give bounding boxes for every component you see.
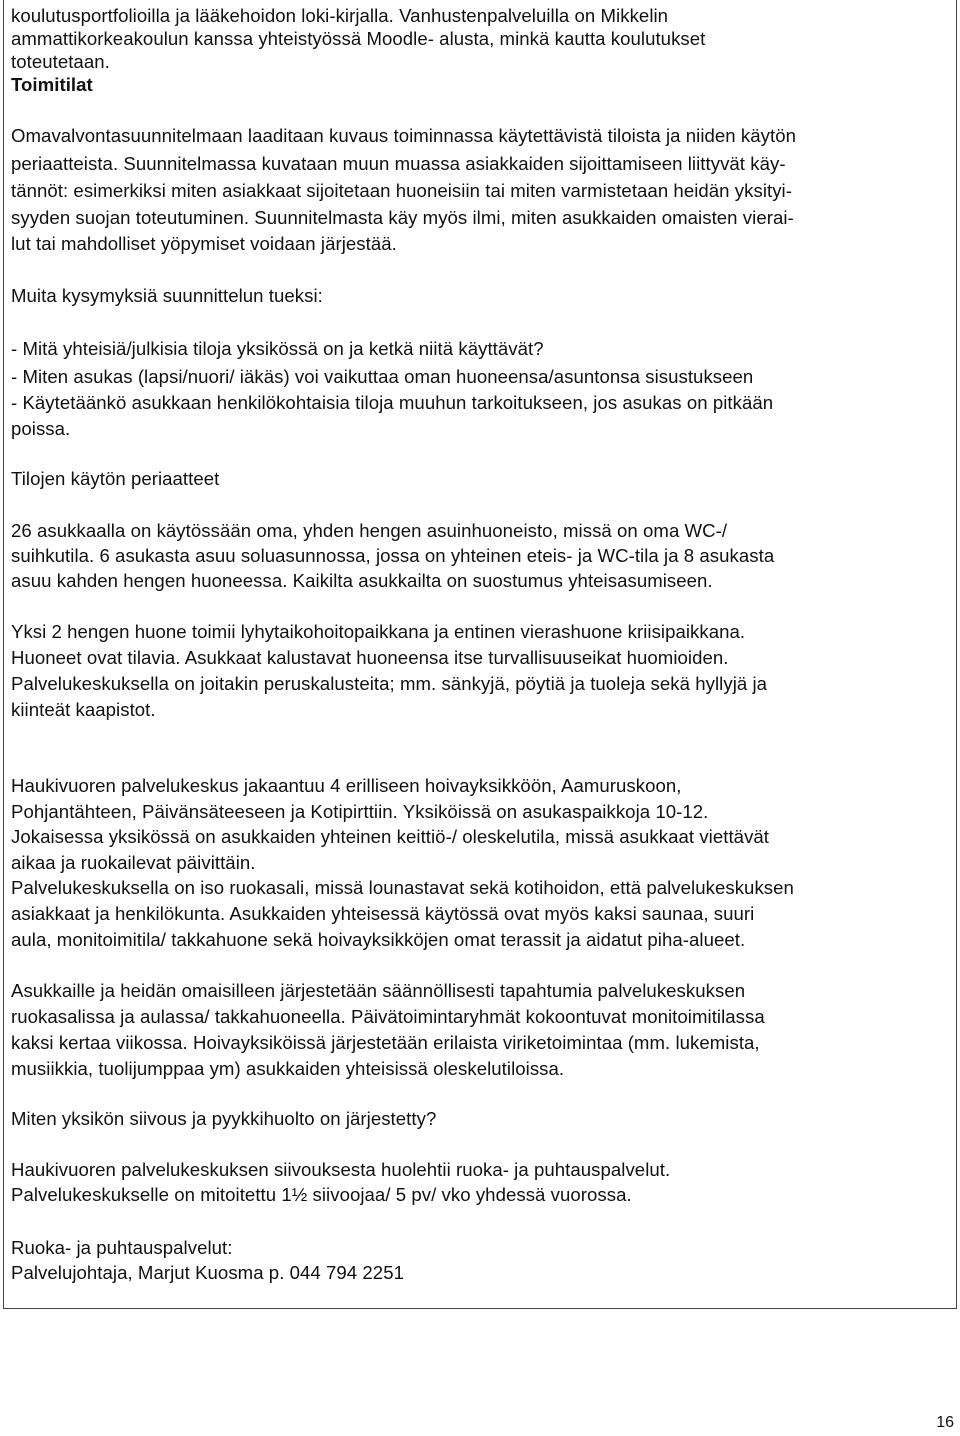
text-line: kaksi kertaa viikossa. Hoivayksiköissä järjestetään erilaista viriketoimintaa (mm. lukemista, [11, 1032, 760, 1053]
text-line: 26 asukkaalla on käytössään oma, yhden hengen asuinhuoneisto, missä on oma WC-/ [11, 520, 728, 541]
text-line: lut tai mahdolliset yöpymiset voidaan järjestää. [11, 233, 397, 254]
text-line: asiakkaat ja henkilökunta. Asukkaiden yhteisessä käytössä ovat myös kaksi saunaa, suuri [11, 903, 755, 924]
text-line: Haukivuoren palvelukeskus jakaantuu 4 erilliseen hoivayksikköön, Aamuruskoon, [11, 775, 682, 796]
text-line: musiikkia, tuolijumppaa ym) asukkaiden yhteisissä oleskelutiloissa. [11, 1058, 565, 1079]
text-line: tännöt: esimerkiksi miten asiakkaat sijoitetaan huoneisiin tai miten varmistetaan heidän yksityi- [11, 180, 792, 201]
text-line: Yksi 2 hengen huone toimii lyhytaikohoitopaikkana ja entinen vierashuone kriisipaikkana. [11, 621, 746, 642]
text-line: aula, monitoimitila/ takkahuone sekä hoivayksikköjen omat terassit ja aidatut piha-alueet. [11, 929, 746, 950]
text-line: Omavalvontasuunnitelmaan laaditaan kuvaus toiminnassa käytettävistä tiloista ja niiden käytön [11, 125, 796, 146]
text-line: ruokasalissa ja aulassa/ takkahuoneella. Päivätoimintaryhmät kokoontuvat monitoimitilassa [11, 1006, 765, 1027]
page-number: 16 [936, 1414, 954, 1431]
text-line: ammattikorkeakoulun kanssa yhteistyössä Moodle- alusta, minkä kautta koulutukset [11, 28, 706, 49]
text-line: - Käytetäänkö asukkaan henkilökohtaisia tiloja muuhun tarkoitukseen, jos asukas on pitkään [11, 392, 774, 413]
text-line: Huoneet ovat tilavia. Asukkaat kalustavat huoneensa itse turvallisuuseikat huomioiden. [11, 647, 729, 668]
text-line: Muita kysymyksiä suunnittelun tueksi: [11, 285, 323, 306]
text-line: - Mitä yhteisiä/julkisia tiloja yksikössä on ja ketkä niitä käyttävät? [11, 338, 544, 359]
text-line: Palvelujohtaja, Marjut Kuosma p. 044 794 2251 [11, 1262, 404, 1283]
text-line: Palvelukeskuksella on iso ruokasali, missä lounastavat sekä kotihoidon, että palvelukeskuksen [11, 877, 794, 898]
section-heading: Toimitilat [11, 74, 93, 95]
text-line: toteutetaan. [11, 51, 110, 72]
text-line: aikaa ja ruokailevat päivittäin. [11, 852, 256, 873]
text-line: syyden suojan toteutuminen. Suunnitelmasta käy myös ilmi, miten asukkaiden omaisten vierai- [11, 207, 794, 228]
text-line: Asukkaille ja heidän omaisilleen järjestetään säännöllisesti tapahtumia palvelukeskuksen [11, 980, 746, 1001]
text-line: kiinteät kaapistot. [11, 699, 156, 720]
text-line: poissa. [11, 418, 71, 439]
text-line: Ruoka- ja puhtauspalvelut: [11, 1237, 233, 1258]
text-line: asuu kahden hengen huoneessa. Kaikilta asukkailta on suostumus yhteisasumiseen. [11, 570, 713, 591]
text-line: - Miten asukas (lapsi/nuori/ iäkäs) voi vaikuttaa oman huoneensa/asuntonsa sisustukseen [11, 366, 754, 387]
text-line: Miten yksikön siivous ja pyykkihuolto on järjestetty? [11, 1108, 437, 1129]
text-line: Jokaisessa yksikössä on asukkaiden yhteinen keittiö-/ oleskelutila, missä asukkaat viettävät [11, 826, 770, 847]
text-line: Palvelukeskuksella on joitakin peruskalusteita; mm. sänkyjä, pöytiä ja tuoleja sekä hyllyjä ja [11, 673, 768, 694]
text-line: suihkutila. 6 asukasta asuu soluasunnossa, jossa on yhteinen eteis- ja WC-tila ja 8 asukasta [11, 545, 775, 566]
text-line: Haukivuoren palvelukeskuksen siivouksesta huolehtii ruoka- ja puhtauspalvelut. [11, 1159, 671, 1180]
text-line: koulutusportfolioilla ja lääkehoidon loki-kirjalla. Vanhustenpalveluilla on Mikkelin [11, 5, 669, 26]
text-line: Palvelukeskukselle on mitoitettu 1½ siivoojaa/ 5 pv/ vko yhdessä vuorossa. [11, 1184, 632, 1205]
text-line: Pohjantähteen, Päivänsäteeseen ja Kotipirttiin. Yksiköissä on asukaspaikkoja 10-12. [11, 801, 709, 822]
text-line: Tilojen käytön periaatteet [11, 468, 220, 489]
text-line: periaatteista. Suunnitelmassa kuvataan muun muassa asiakkaiden sijoittamiseen liittyvät käy- [11, 153, 786, 174]
